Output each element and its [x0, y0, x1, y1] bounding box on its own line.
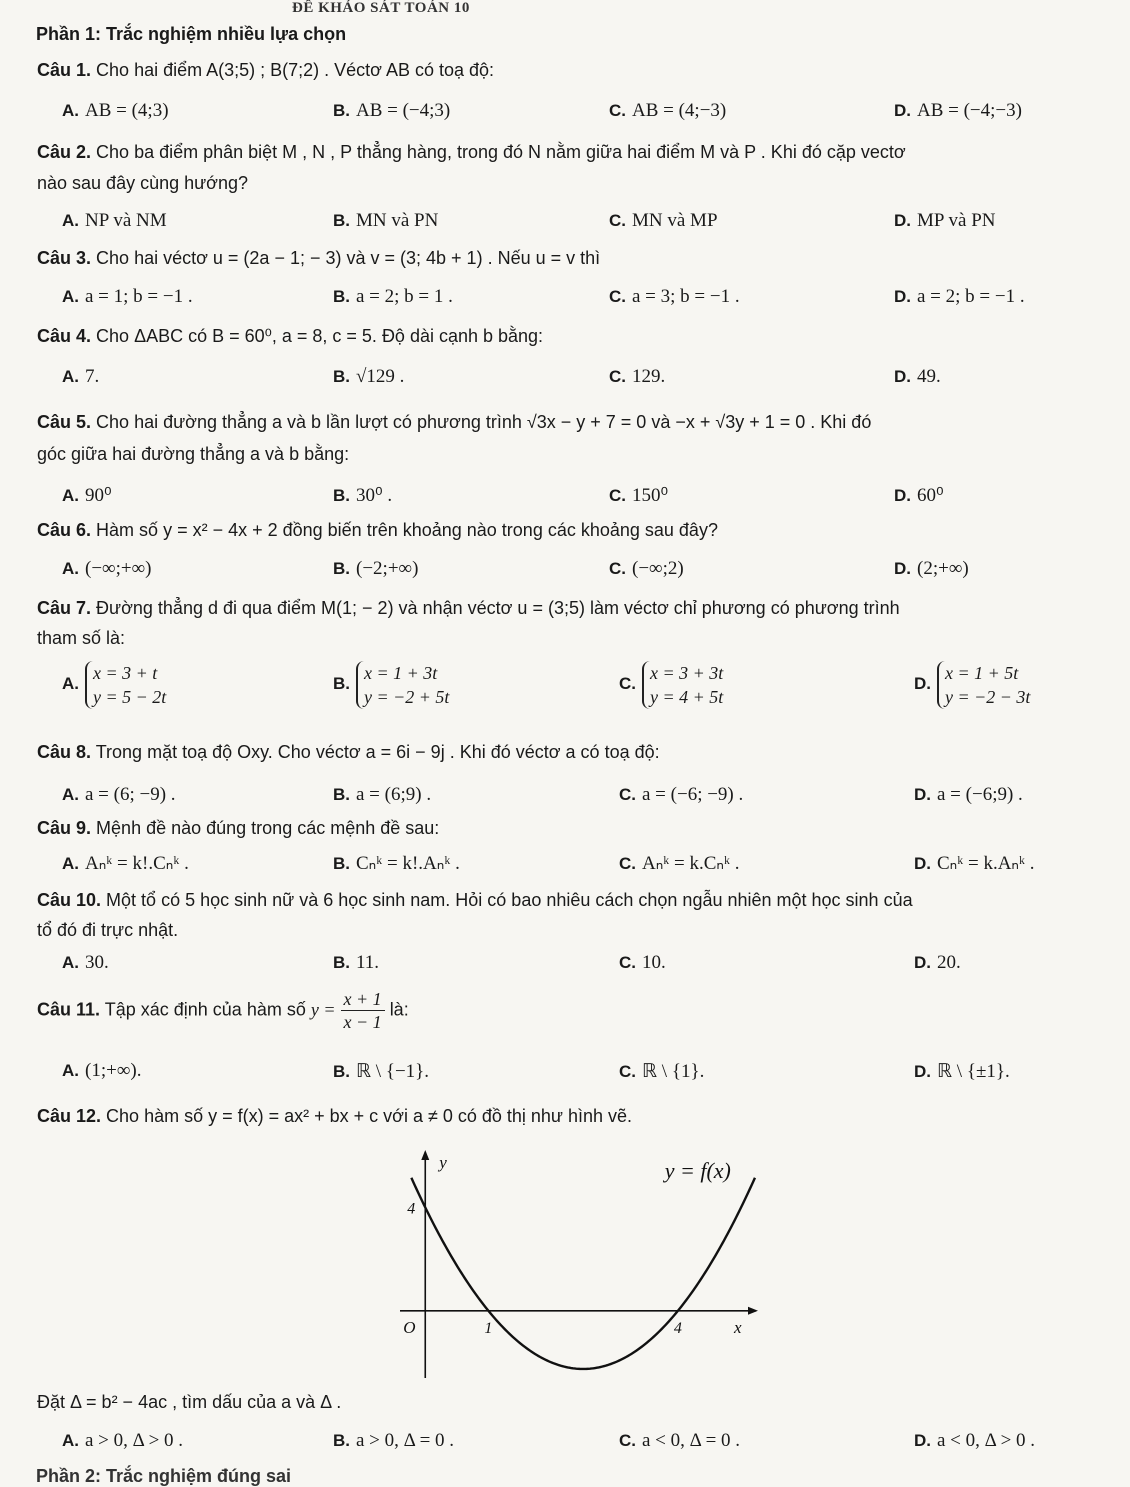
q11-option-c[interactable]: C. ℝ \ {1}.: [619, 1061, 705, 1082]
q12-option-c[interactable]: C. a < 0, Δ = 0 .: [619, 1430, 741, 1451]
q3-option-b[interactable]: B. a = 2; b = 1 .: [333, 286, 453, 307]
q11-option-a[interactable]: A. (1;+∞).: [62, 1060, 142, 1081]
q5-option-b[interactable]: B. 30⁰ .: [333, 485, 393, 506]
q2-option-d[interactable]: D. MP và PN: [894, 210, 996, 231]
question-5-cont: góc giữa hai đường thẳng a và b bằng:: [37, 444, 350, 464]
question-10-cont: tổ đó đi trực nhật.: [37, 920, 179, 940]
q2-option-a[interactable]: A. NP và NM: [62, 210, 167, 231]
q2-option-b[interactable]: B. MN và PN: [333, 210, 439, 231]
question-8: Câu 8. Trong mặt toạ độ Oxy. Cho véctơ a = 6i − 9j . Khi đó véctơ a có toạ độ:: [37, 742, 660, 762]
question-2-cont: nào sau đây cùng hướng?: [37, 173, 249, 193]
q7-option-d[interactable]: D. x = 1 + 5t y = −2 − 3t: [914, 661, 1036, 709]
q10-option-b[interactable]: B. 11.: [333, 952, 380, 973]
function-label: y = f(x): [664, 1158, 731, 1183]
q9-option-d[interactable]: D. Cₙᵏ = k.Aₙᵏ .: [914, 853, 1035, 874]
q5-option-d[interactable]: D. 60⁰: [894, 485, 944, 506]
y-axis-label: y: [439, 1153, 447, 1172]
q8-option-c[interactable]: C. a = (−6; −9) .: [619, 784, 744, 805]
question-12: Câu 12. Cho hàm số y = f(x) = ax² + bx + c với a ≠ 0 có đồ thị như hình vẽ.: [37, 1106, 633, 1126]
q6-option-d[interactable]: D. (2;+∞): [894, 558, 969, 579]
q10-option-d[interactable]: D. 20.: [914, 952, 961, 973]
question-1: Câu 1. Cho hai điểm A(3;5) ; B(7;2) . Véctơ AB có toạ độ:: [37, 60, 495, 80]
q6-option-b[interactable]: B. (−2;+∞): [333, 558, 419, 579]
q9-option-b[interactable]: B. Cₙᵏ = k!.Aₙᵏ .: [333, 853, 460, 874]
q12-option-a[interactable]: A. a > 0, Δ > 0 .: [62, 1430, 184, 1451]
y-axis-arrow: [421, 1150, 429, 1160]
question-11: Câu 11. Tập xác định của hàm số y = $\frac{x + 1}{x - 1}$ là:: [37, 989, 409, 1032]
q1-option-b[interactable]: B. AB = (−4;3): [333, 100, 451, 121]
exam-header: ĐỀ KHẢO SÁT TOÁN 10: [292, 0, 470, 16]
q1-option-a[interactable]: A. AB = (4;3): [62, 100, 169, 121]
x-axis-arrow: [748, 1307, 758, 1315]
parabola-curve: [411, 1178, 755, 1369]
question-10: Câu 10. Một tổ có 5 học sinh nữ và 6 học sinh nam. Hỏi có bao nhiêu cách chọn ngẫu nhiên một học sinh của: [37, 890, 913, 910]
origin-label: O: [403, 1317, 416, 1337]
q11-option-b[interactable]: B. ℝ \ {−1}.: [333, 1061, 430, 1082]
q7-option-a[interactable]: A. x = 3 + t y = 5 − 2t: [62, 661, 172, 709]
question-9: Câu 9. Mệnh đề nào đúng trong các mệnh đề sau:: [37, 818, 440, 838]
q5-option-a[interactable]: A. 90⁰: [62, 485, 112, 506]
q3-option-d[interactable]: D. a = 2; b = −1 .: [894, 286, 1025, 307]
part2-title-partial: Phần 2: Trắc nghiệm đúng sai: [36, 1466, 292, 1486]
q7-option-b[interactable]: B. x = 1 + 3t y = −2 + 5t: [333, 661, 455, 709]
q12-option-b[interactable]: B. a > 0, Δ = 0 .: [333, 1430, 455, 1451]
q11-option-d[interactable]: D. ℝ \ {±1}.: [914, 1061, 1010, 1082]
question-7: Câu 7. Đường thẳng d đi qua điểm M(1; − 2) và nhận véctơ u = (3;5) làm véctơ chỉ phương có phương trình: [37, 598, 900, 618]
q4-option-b[interactable]: B. √129 .: [333, 366, 405, 387]
q5-option-c[interactable]: C. 150⁰: [609, 485, 669, 506]
question-5: Câu 5. Cho hai đường thẳng a và b lần lượt có phương trình √3x − y + 7 = 0 và −x + √3y + 1 = 0 . Khi đó: [37, 412, 872, 432]
q1-option-c[interactable]: C. AB = (4;−3): [609, 100, 727, 121]
q2-option-c[interactable]: C. MN và MP: [609, 210, 718, 231]
q8-option-d[interactable]: D. a = (−6;9) .: [914, 784, 1023, 805]
q7-option-c[interactable]: C. x = 3 + 3t y = 4 + 5t: [619, 661, 729, 709]
question-6: Câu 6. Hàm số y = x² − 4x + 2 đồng biến trên khoảng nào trong các khoảng sau đây?: [37, 520, 718, 540]
q8-option-b[interactable]: B. a = (6;9) .: [333, 784, 432, 805]
x-axis-label: x: [734, 1317, 742, 1337]
x-tick-label: 1: [484, 1319, 493, 1337]
question-2: Câu 2. Cho ba điểm phân biệt M , N , P thẳng hàng, trong đó N nằm giữa hai điểm M và P . Khi đó cặp vectơ: [37, 142, 906, 162]
q12-option-d[interactable]: D. a < 0, Δ > 0 .: [914, 1430, 1036, 1451]
q9-option-c[interactable]: C. Aₙᵏ = k.Cₙᵏ .: [619, 853, 740, 874]
question-7-cont: tham số là:: [37, 628, 126, 648]
question-4: Câu 4. Cho ΔABC có B = 60⁰, a = 8, c = 5. Độ dài cạnh b bằng:: [37, 326, 544, 346]
q3-option-a[interactable]: A. a = 1; b = −1 .: [62, 286, 193, 307]
question-3: Câu 3. Cho hai véctơ u = (2a − 1; − 3) và v = (3; 4b + 1) . Nếu u = v thì: [37, 248, 601, 268]
q6-option-a[interactable]: A. (−∞;+∞): [62, 558, 152, 579]
x-tick-label: 4: [673, 1319, 682, 1337]
q3-option-c[interactable]: C. a = 3; b = −1 .: [609, 286, 740, 307]
q9-option-a[interactable]: A. Aₙᵏ = k!.Cₙᵏ .: [62, 853, 189, 874]
question-12-cont: Đặt Δ = b² − 4ac , tìm dấu của a và Δ .: [37, 1392, 342, 1412]
q10-option-c[interactable]: C. 10.: [619, 952, 666, 973]
fraction: $\frac{x + 1}{x - 1}$: [341, 988, 385, 1033]
q8-option-a[interactable]: A. a = (6; −9) .: [62, 784, 176, 805]
y-tick-label: 4: [407, 1200, 416, 1218]
q4-option-a[interactable]: A. 7.: [62, 366, 100, 387]
part1-title: Phần 1: Trắc nghiệm nhiều lựa chọn: [36, 24, 347, 44]
q10-option-a[interactable]: A. 30.: [62, 952, 109, 973]
q4-option-c[interactable]: C. 129.: [609, 366, 666, 387]
q1-option-d[interactable]: D. AB = (−4;−3): [894, 100, 1022, 121]
parabola-graph: [400, 1148, 760, 1378]
q6-option-c[interactable]: C. (−∞;2): [609, 558, 684, 579]
q4-option-d[interactable]: D. 49.: [894, 366, 941, 387]
